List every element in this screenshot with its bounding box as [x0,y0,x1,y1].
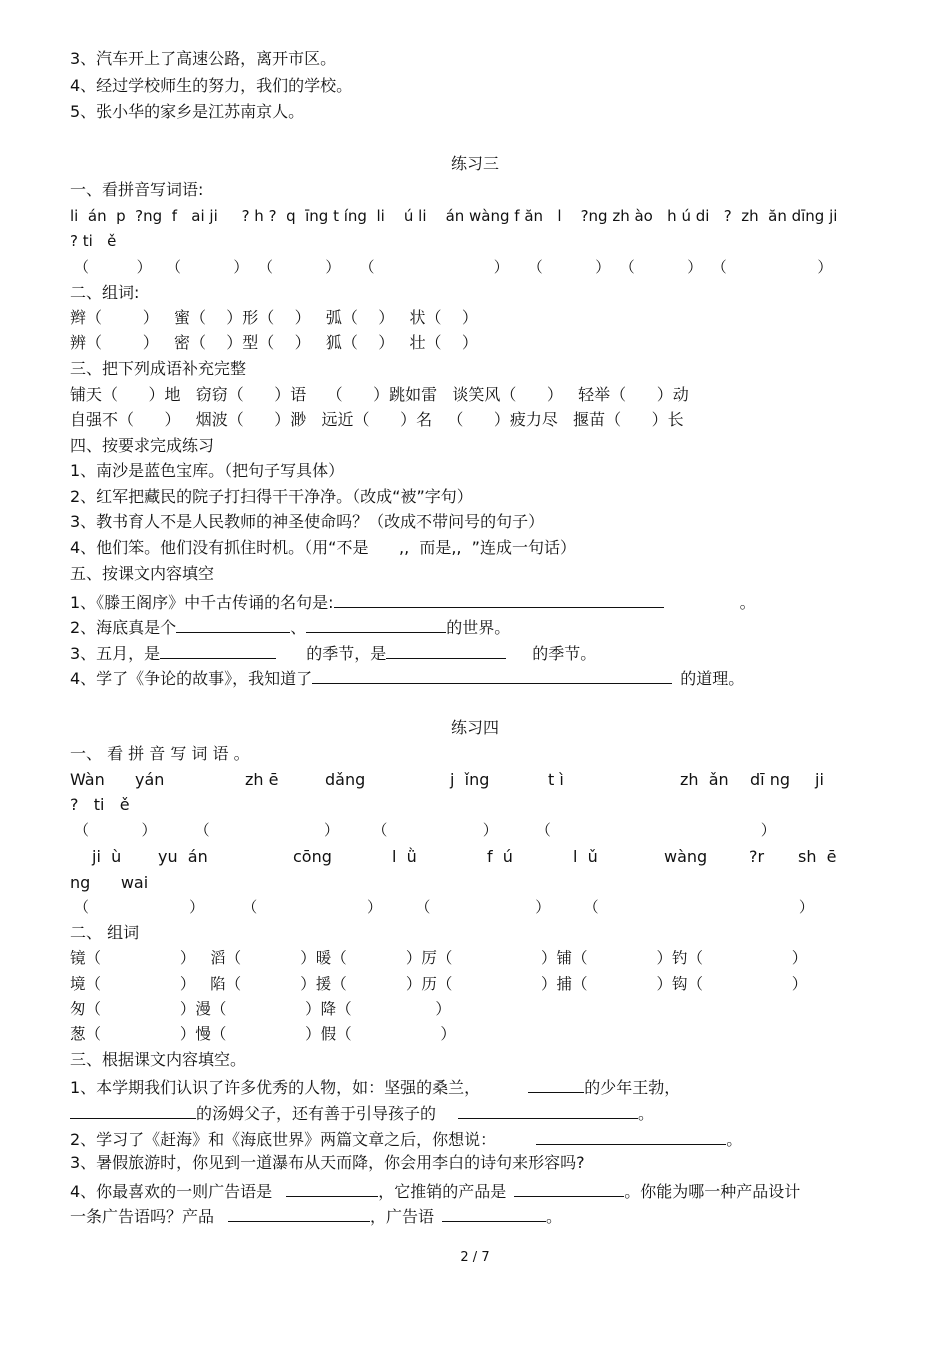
blank-line[interactable] [514,1178,624,1197]
ex4-pinyin: yu án [158,847,208,866]
ex3-s3-heading: 三、把下列成语补充完整 [70,359,247,378]
ex3-s4-item4: 4、他们笨。他们没有抓住时机。（用“不是 ,, 而是,, ”连成一句话） [70,538,576,557]
ex4-pinyin: sh ē [798,847,837,866]
ex4-pinyin: cōng [293,847,332,866]
blank-line[interactable] [334,589,664,608]
ex4-pinyin: j ǐng [450,770,490,789]
ex3-s4-item3: 3、教书育人不是人民教师的神圣使命吗？（改成不带问号的句子） [70,512,545,531]
ex3-s2-row2: 辨（ ） 密（ ）型（ ） 狐（ ） 壮（ ） [70,333,478,352]
ex4-answer-brackets-2: （ ） （ ） （ ） （ ） [74,898,814,916]
ex4-pinyin: l ǜ [392,847,417,866]
blank-line[interactable] [458,1100,638,1119]
exercise3-title: 练习三 [450,154,499,173]
ex3-s5-item3: 3、五月，是 的季节，是 的季节。 [70,640,596,662]
ex3-s1-heading: 一、看拼音写词语: [70,180,204,199]
blank-line[interactable] [160,640,276,659]
ex4-pinyin: zh ē [245,770,279,789]
ex3-s2-row1: 辫（ ） 蜜（ ）形（ ） 弧（ ） 状（ ） [70,308,478,327]
ex4-s2-row2: 境（ ） 陷（ ）援（ ）历（ ）捕（ ）钩（ ） [70,975,808,993]
ex3-s4-heading: 四、按要求完成练习 [70,436,215,455]
ex3-pinyin-line2: ? ti ě [70,232,117,250]
ex4-pinyin: yán [135,770,165,789]
ex4-s2-row3: 匆（ ）漫（ ）降（ ） [70,1000,451,1018]
ex4-pinyin: Wàn [70,770,105,789]
ex4-s3-item1a: 1、本学期我们认识了许多优秀的人物，如：坚强的桑兰， 的少年王勃， [70,1074,680,1096]
ex4-pinyin: ji ù [92,847,122,866]
blank-line[interactable] [286,1178,378,1197]
blank-line[interactable] [312,665,672,684]
exercise4-title: 练习四 [450,718,499,737]
ex4-s1-heading: 一、 看 拼 音 写 词 语 。 [70,744,250,763]
blank-line[interactable] [306,614,446,633]
prev-item-5: 5、张小华的家乡是江苏南京人。 [70,102,305,121]
ex3-s5-heading: 五、按课文内容填空 [70,564,215,583]
blank-line[interactable] [528,1074,584,1093]
blank-line[interactable] [536,1126,726,1145]
blank-line[interactable] [442,1203,546,1222]
ex4-pinyin: f ú [487,847,513,866]
ex4-s3-item1b: 的汤姆父子，还有善于引导孩子的 。 [70,1100,654,1122]
prev-item-3: 3、汽车开上了高速公路，离开市区。 [70,49,337,68]
ex4-pinyin: ?r [749,847,765,866]
blank-line[interactable] [70,1100,196,1119]
ex4-s3-item2: 2、学习了《赶海》和《海底世界》两篇文章之后，你想说： 。 [70,1126,742,1148]
ex4-pinyin: ji [815,770,824,789]
ex3-answer-brackets: （ ） （ ） （ ） （ ） （ ） （ ） （ ） [74,258,833,276]
ex4-s2-heading: 二、 组词 [70,923,140,942]
ex3-s5-item1: 1、《滕王阁序》中千古传诵的名句是: 。 [70,589,756,611]
blank-line[interactable] [228,1203,370,1222]
ex4-s2-row4: 葱（ ）慢（ ）假（ ） [70,1025,456,1043]
ex3-s4-item1: 1、南沙是蓝色宝库。（把句子写具体） [70,461,345,480]
ex4-s3-item3: 3、暑假旅游时，你见到一道瀑布从天而降，你会用李白的诗句来形容吗? [70,1153,585,1172]
ex3-s3-row1: 铺天（ ）地 窃窃（ ）语 （ ）跳如雷 谈笑风（ ） 轻举（ ）动 [70,385,689,404]
ex4-pinyin: t ì [548,770,564,789]
ex4-s3-heading: 三、根据课文内容填空。 [70,1050,247,1069]
ex3-s2-heading: 二、组词: [70,283,140,302]
prev-item-4: 4、经过学校师生的努力，我们的学校。 [70,76,353,95]
ex4-pinyin: dǎng [325,770,366,789]
ex4-s3-item4b: 一条广告语吗？产品 ，广告语 。 [70,1203,562,1225]
ex4-s3-item4a: 4、你最喜欢的一则广告语是 ，它推销的产品是 。你能为哪一种产品设计 [70,1178,800,1200]
ex3-s3-row2: 自强不（ ） 烟波（ ）渺 远近（ ）名 （ ）疲力尽 揠苗（ ）长 [70,410,684,429]
ex4-pinyin: dī ng [750,770,790,789]
blank-line[interactable] [176,614,290,633]
ex4-answer-brackets-1: （ ） （ ） （ ） （ ） [74,821,776,839]
ex4-pinyin: l ǔ [573,847,598,866]
ex4-pinyin: wàng [664,847,708,866]
ex3-s5-item2: 2、海底真是个 、 的世界。 [70,614,510,636]
ex3-s5-item4: 4、学了《争论的故事》，我知道了 的道理。 [70,665,744,687]
blank-line[interactable] [386,640,506,659]
ex3-pinyin-line1: li án p ?ng f ai ji ? h ? q īng t íng li ú li án wàng f ăn l ?ng zh ào h ú di ? zh ăn dīng ji [70,207,838,225]
ex4-pinyin: zh ǎn [680,770,729,789]
ex4-pinyin-line1b: ? ti ě [70,795,130,814]
ex3-s4-item2: 2、红军把藏民的院子打扫得干干净净。（改成“被”字句） [70,487,473,506]
ex4-pinyin-line2b: ng wai [70,873,149,892]
ex4-s2-row1: 镜（ ） 滔（ ）暖（ ）厉（ ）铺（ ）钓（ ） [70,949,808,967]
page-number: 2 / 7 [460,1250,490,1265]
